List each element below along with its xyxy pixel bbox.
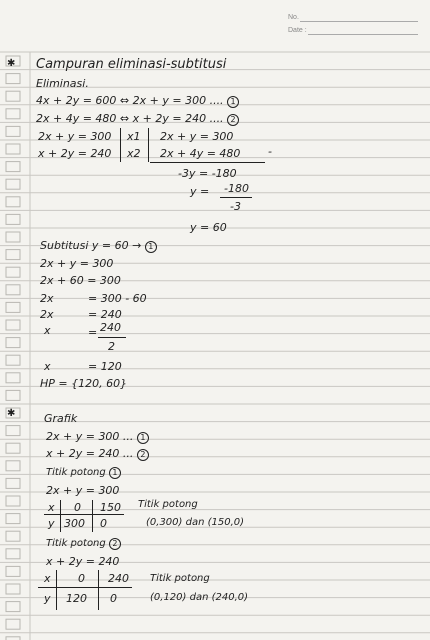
result-y: y = 60 [190, 221, 227, 234]
star-bullet: ✱ [7, 58, 16, 69]
divider [120, 128, 121, 162]
margin-checkbox [6, 285, 20, 295]
margin-checkbox [6, 179, 20, 189]
date-line [308, 34, 418, 35]
subs-heading: Subtitusi y = 60 → 1 [40, 240, 157, 253]
subs-step-3-rhs: = 300 - 60 [88, 292, 147, 305]
margin-checkbox [6, 602, 20, 612]
result-eq-2: 2x + 4y = 480 [160, 147, 241, 160]
divider [148, 128, 149, 162]
table-2-cell: y [44, 592, 51, 605]
multiplier-2: x2 [127, 147, 141, 160]
table-1-cell: 0 [100, 517, 107, 530]
subs-step-3-lhs: 2x [40, 292, 54, 305]
table-2-cell: 240 [108, 572, 129, 585]
margin-checkbox [6, 584, 20, 594]
table-1-rule [60, 500, 61, 532]
margin-checkbox [6, 320, 20, 330]
table-2-cell: 0 [110, 592, 117, 605]
margin-checkbox [6, 232, 20, 242]
fraction-denominator: 2 [108, 340, 115, 353]
margin-checkbox [6, 267, 20, 277]
subs-step-4-lhs: 2x [40, 308, 54, 321]
table-2-rule [98, 570, 99, 610]
step-y-label: y = [190, 185, 210, 198]
table-1-rule [44, 514, 124, 515]
margin-checkbox [6, 478, 20, 488]
grafik-eq-2-repeat: x + 2y = 240 [46, 555, 120, 568]
margin-checkbox [6, 549, 20, 559]
minus-sign: - [268, 145, 272, 158]
subs-step-1: 2x + y = 300 [40, 257, 114, 270]
margin-checkbox [6, 619, 20, 629]
fraction-bar [220, 197, 252, 198]
margin-checkbox [6, 162, 20, 172]
table-1-cell: x [48, 501, 55, 514]
elim-line-1: 4x + 2y = 600 ⇔ 2x + y = 300 .... 1 [36, 95, 239, 108]
table-1-rule [92, 500, 93, 532]
grafik-eq-1-repeat: 2x + y = 300 [46, 484, 120, 497]
margin-checkbox [6, 109, 20, 119]
grafik-heading: Grafik [44, 412, 78, 425]
ref-circle: 2 [227, 114, 239, 126]
subs-step-2: 2x + 60 = 300 [40, 274, 121, 287]
grafik-eq-2: x + 2y = 240 ... 2 [46, 448, 149, 461]
fraction-numerator: 240 [100, 321, 121, 334]
ref-circle: 2 [137, 449, 149, 461]
date-label: Date : [288, 27, 307, 34]
table-2-cell: x [44, 572, 51, 585]
page-title: Campuran eliminasi-subtitusi [36, 57, 227, 72]
solution-set: HP = {120, 60} [40, 377, 128, 390]
fraction-bar [98, 337, 126, 338]
table-1-cell: 0 [74, 501, 81, 514]
margin-checkbox [6, 531, 20, 541]
subs-step-6-rhs: = 120 [88, 360, 122, 373]
fraction-numerator: -180 [224, 182, 249, 195]
margin-checkbox [6, 74, 20, 84]
margin-checkbox [6, 390, 20, 400]
ref-circle: 1 [137, 432, 149, 444]
margin-checkbox [6, 496, 20, 506]
margin-checkbox [6, 144, 20, 154]
margin-checkbox [6, 250, 20, 260]
subs-step-6-lhs: x [44, 360, 51, 373]
table-2-cell: 120 [66, 592, 87, 605]
subs-step-5-eq: = [88, 326, 98, 339]
ref-circle: 2 [109, 538, 121, 550]
margin-checkbox [6, 302, 20, 312]
margin-checkbox [6, 197, 20, 207]
table-1-cell: 300 [64, 517, 85, 530]
subtraction-line [150, 162, 265, 163]
margin-checkbox [6, 373, 20, 383]
result-eq-1: 2x + y = 300 [160, 130, 234, 143]
sys-eq-2: x + 2y = 240 [38, 147, 112, 160]
step-minus3y: -3y = -180 [178, 167, 237, 180]
subs-step-5-lhs: x [44, 324, 51, 337]
no-line [300, 21, 418, 22]
star-bullet: ✱ [7, 408, 16, 419]
table-2-rule [56, 570, 57, 610]
note-2-title: Titik potong [150, 573, 210, 584]
margin-checkbox [6, 338, 20, 348]
margin-checkbox [6, 126, 20, 136]
margin-checkbox [6, 91, 20, 101]
subs-step-4-rhs: = 240 [88, 308, 122, 321]
no-label: No. [288, 14, 299, 21]
ref-circle: 1 [227, 96, 239, 108]
margin-checkbox [6, 443, 20, 453]
table-1-cell: y [48, 517, 55, 530]
table-2-rule [38, 587, 132, 588]
note-1-points: (0,300) dan (150,0) [146, 517, 245, 528]
titik-potong-2-heading: Titik potong 2 [46, 538, 121, 550]
table-2-cell: 0 [78, 572, 85, 585]
table-1-cell: 150 [100, 501, 121, 514]
fraction-denominator: -3 [230, 200, 241, 213]
margin-checkbox [6, 461, 20, 471]
titik-potong-1-heading: Titik potong 1 [46, 467, 121, 479]
sys-eq-1: 2x + y = 300 [38, 130, 112, 143]
margin-checkbox [6, 426, 20, 436]
multiplier-1: x1 [127, 130, 141, 143]
margin-checkbox [6, 566, 20, 576]
elim-heading: Eliminasi. [36, 77, 89, 90]
note-2-points: (0,120) dan (240,0) [150, 592, 249, 603]
margin-checkbox [6, 355, 20, 365]
elim-line-2: 2x + 4y = 480 ⇔ x + 2y = 240 .... 2 [36, 113, 239, 126]
margin-checkbox [6, 214, 20, 224]
grafik-eq-1: 2x + y = 300 ... 1 [46, 431, 149, 444]
ref-circle: 1 [109, 467, 121, 479]
ref-circle: 1 [145, 241, 157, 253]
margin-checkbox [6, 514, 20, 524]
note-1-title: Titik potong [138, 499, 198, 510]
